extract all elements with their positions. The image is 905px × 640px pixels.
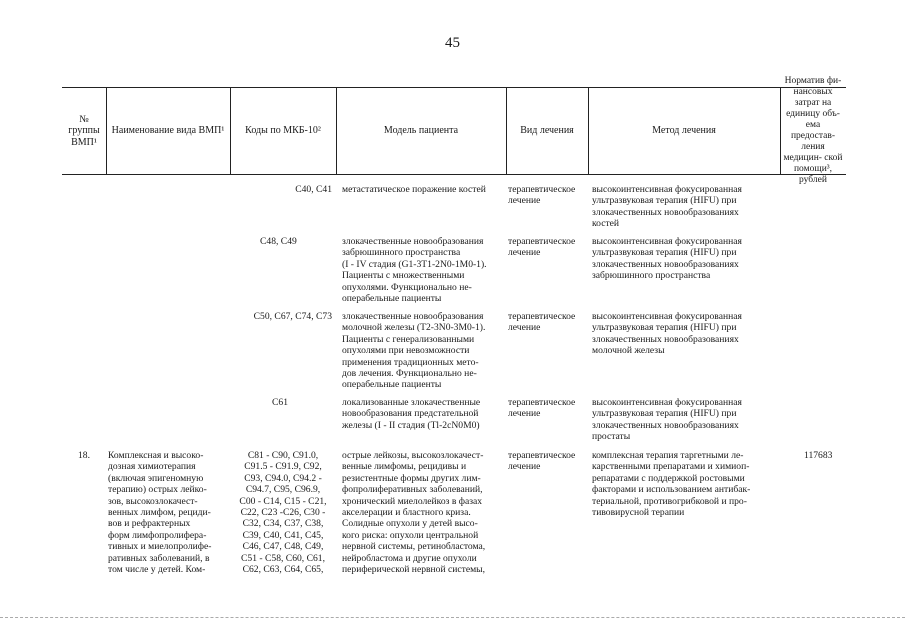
vmp-table xyxy=(62,76,846,576)
treatment-method: комплексная терапия таргетными ле- карственными препаратами и химиоп- репаратами с поддержкой ростовыми факторами и использованием антибак- териальной, противогрибковой и про- тивовирусной терапии xyxy=(592,450,751,519)
cost-norm: 117683 xyxy=(804,450,833,461)
header-icd-text: Коды по МКБ-10² xyxy=(245,125,321,137)
icd-codes: C48, C49 xyxy=(260,236,297,247)
header-vmp-name: Наименование вида ВМП¹ xyxy=(111,125,225,137)
treatment-method: высокоинтенсивная фокусированная ультразвуковая терапия (HIFU) при злокачественных новообразованиях простаты xyxy=(592,397,742,443)
treatment-method: высокоинтенсивная фокусированная ультразвуковая терапия (HIFU) при злокачественных новообразованиях молочной железы xyxy=(592,311,742,357)
group-number: 18. xyxy=(78,450,90,461)
header-cost-norm: Норматив фи- нансовых затрат на единицу объ- ема предостав- ления медицин- ской помощи³, рублей xyxy=(783,76,843,185)
header-group-number: № группы ВМП¹ xyxy=(68,113,100,148)
treatment-type: терапевтическое лечение xyxy=(508,450,576,473)
page-bottom-edge xyxy=(0,617,905,618)
patient-model: локализованные злокачественные новообразования предстательной железы (I - II стадия (Tl-2cN0M0) xyxy=(342,397,481,431)
patient-model: острые лейкозы, высокозлокачест- венные лимфомы, рецидивы и резистентные формы других лим- фопролиферативных заболеваний, хронический миелолейкоз в фазах акселерации и бластного криза. Солидные опухоли у детей высо- кого риска: опухоли центральной нервной системы, ретинобластома, нейробластома и другие опухоли периферической нервной системы, xyxy=(342,450,486,576)
treatment-method: высокоинтенсивная фокусированная ультразвуковая терапия (HIFU) при злокачественных новообразованиях костей xyxy=(592,184,742,230)
patient-model: метастатическое поражение костей xyxy=(342,184,486,195)
header-treatment-method: Метод лечения xyxy=(652,125,716,137)
header-patient-model: Модель пациента xyxy=(383,125,459,137)
page-number: 45 xyxy=(445,35,460,51)
vmp-name: Комплексная и высоко- дозная химиотерапия (включая эпигеномную терапию) острых лейко- зов, высокозлокачест- венных лимфом, рециди- вов и рефрактерных форм лимфопролифера- тивных и миелопролифе- ративных заболеваний, в том числе у детей. Ком- xyxy=(108,450,212,576)
table-header xyxy=(62,76,846,185)
icd-codes: C61 xyxy=(272,397,288,408)
treatment-type: терапевтическое лечение xyxy=(508,397,576,420)
treatment-method: высокоинтенсивная фокусированная ультразвуковая терапия (HIFU) при злокачественных новообразованиях забрюшинного пространства xyxy=(592,236,742,282)
icd-codes: C81 - C90, C91.0, C91.5 - C91.9, C92, C93, C94.0, C94.2 - C94.7, C95, C96.9, C00 - C14, C15 - C21, C22, C23 -C26, C30 - C32, C34, C37, C38, C39, C40, C41, C45, C46, C47, C48, C49, C51 - C58, C60, C61, C62, C63, C64, C65, xyxy=(239,450,327,576)
icd-codes: C50, C67, C74, C73 xyxy=(253,311,332,322)
treatment-type: терапевтическое лечение xyxy=(508,184,576,207)
patient-model: злокачественные новообразования забрюшинного пространства (I - IV стадия (G1-3T1-2N0-1M0-1). Пациенты с множественными опухолями. Функционально не- операбельные пациенты xyxy=(342,236,487,305)
header-treatment-type: Вид лечения xyxy=(520,125,574,137)
icd-codes: C40, C41 xyxy=(295,184,332,195)
header-icd-codes xyxy=(230,88,336,174)
treatment-type: терапевтическое лечение xyxy=(508,236,576,259)
treatment-type: терапевтическое лечение xyxy=(508,311,576,334)
patient-model: злокачественные новообразования молочной железы (T2-3N0-3M0-1). Пациенты с генерализованными опухолями при невозможности применения традиционных мето- дов лечения. Функционально не- операбельные пациенты xyxy=(342,311,486,391)
